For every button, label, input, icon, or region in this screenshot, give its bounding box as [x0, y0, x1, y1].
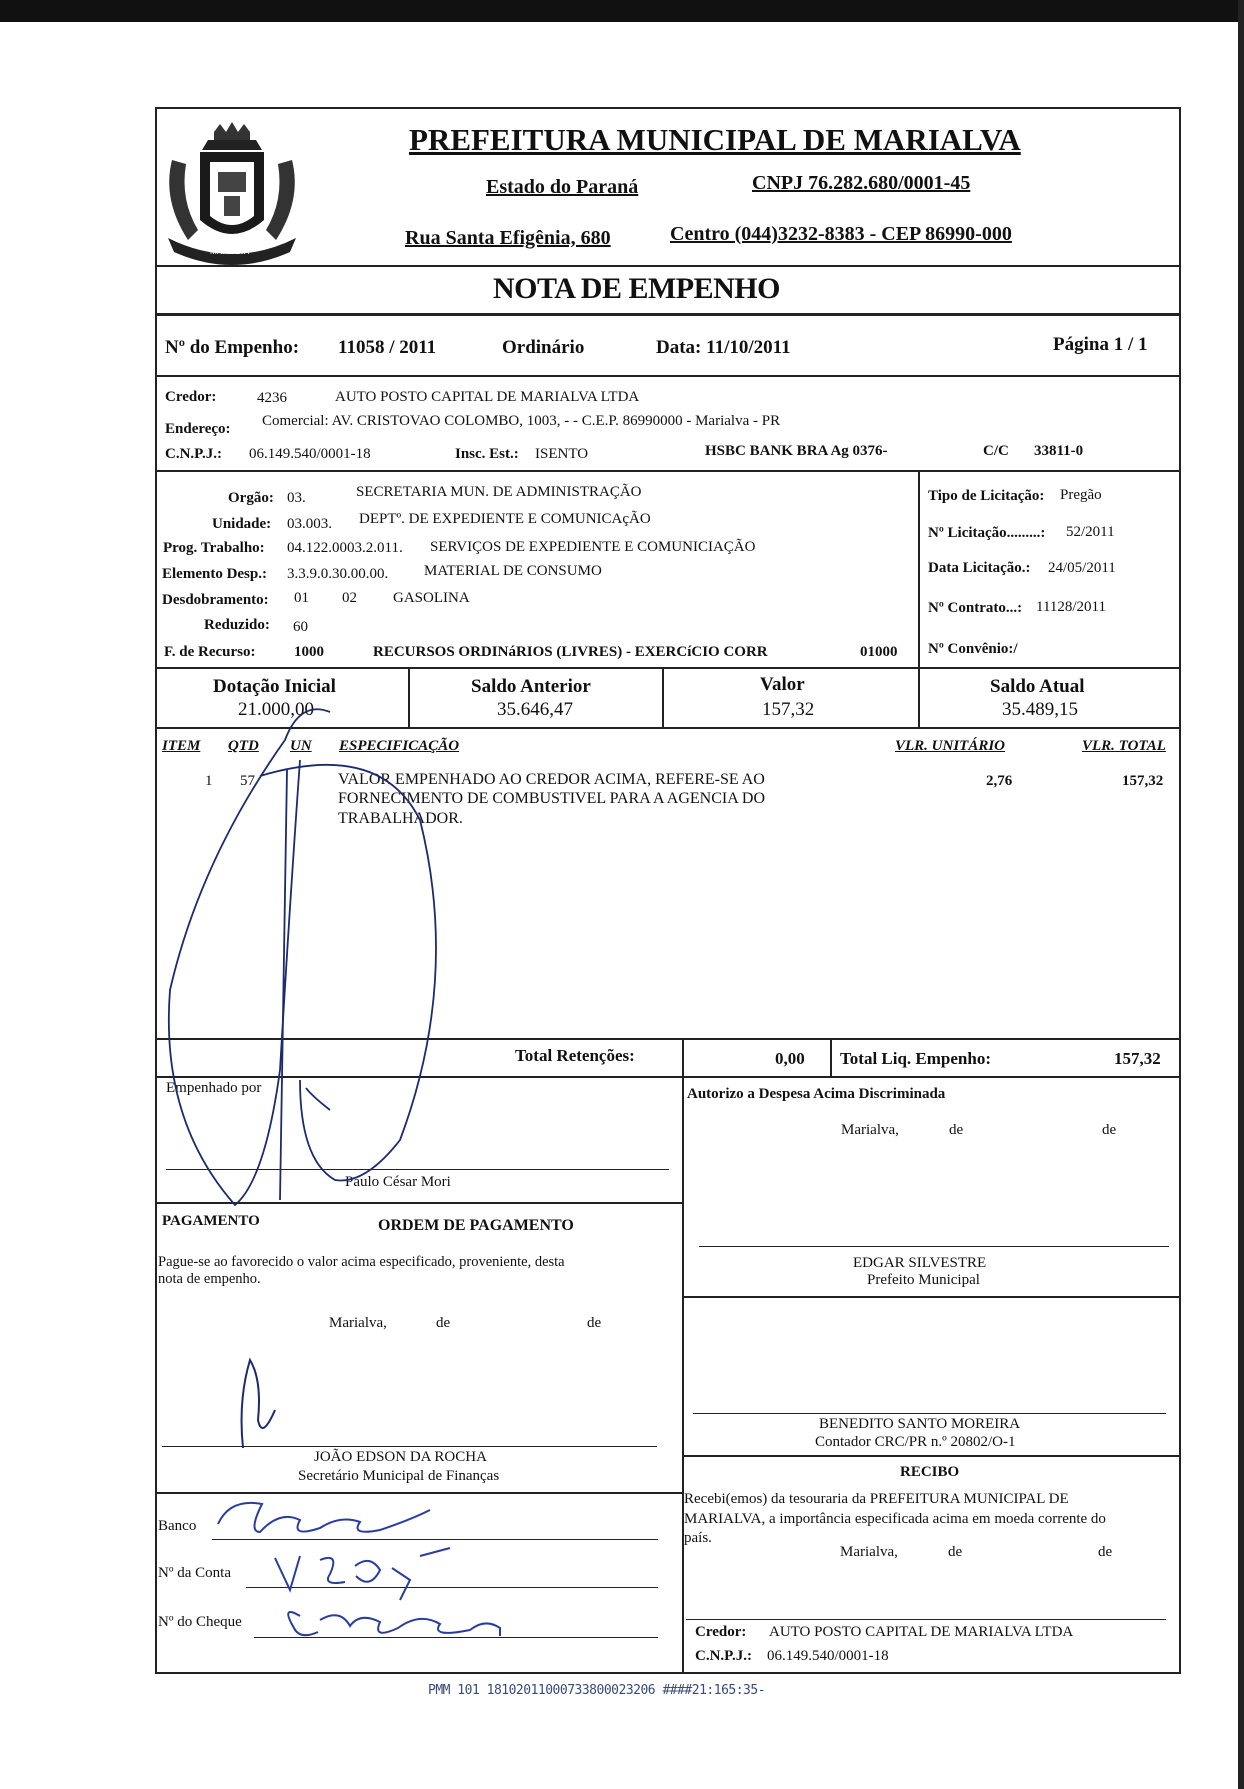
fonte-code: 1000 — [294, 644, 324, 660]
elem-desc: MATERIAL DE CONSUMO — [424, 563, 602, 579]
prefeito-name: EDGAR SILVESTRE — [853, 1255, 987, 1271]
conta-handwriting — [275, 1548, 450, 1600]
insc-label: Insc. Est.: — [455, 446, 519, 462]
empenho-number: 11058 / 2011 — [338, 337, 437, 358]
recibo-line3: país. — [684, 1530, 712, 1546]
retencoes-label: Total Retenções: — [515, 1046, 635, 1065]
num-licitacao-label: Nº Licitação.........: — [928, 525, 1046, 541]
col-qtd: QTD — [228, 738, 259, 754]
large-ink-loop — [169, 709, 330, 1205]
col-total: VLR. TOTAL — [1082, 738, 1166, 754]
cc-value: 33811-0 — [1034, 443, 1084, 459]
page-number: Página 1 / 1 — [1053, 334, 1148, 355]
saldo-atual-value: 35.489,15 — [1002, 699, 1078, 720]
insc-value: ISENTO — [535, 446, 589, 462]
row-item: 1 — [205, 773, 213, 789]
recibo-cnpj-label: C.N.P.J.: — [695, 1648, 752, 1664]
pagamento-city: Marialva, — [329, 1315, 387, 1331]
row-qtd: 57 — [240, 773, 255, 789]
desd-a: 01 — [294, 590, 309, 606]
tipo-licitacao-label: Tipo de Licitação: — [928, 488, 1045, 504]
pagamento-label: PAGAMENTO — [162, 1213, 260, 1229]
pagamento-de1: de — [436, 1315, 451, 1331]
recibo-line2: MARIALVA, a importância especificada acima em moeda corrente do — [684, 1511, 1106, 1527]
autorizo-de2: de — [1102, 1122, 1117, 1138]
tipo-licitacao-value: Pregão — [1060, 487, 1102, 503]
autorizo-label: Autorizo a Despesa Acima Discriminada — [687, 1086, 946, 1102]
footer-code: PMM 101 18102011000733800023206 ####21:165:35- — [428, 1683, 766, 1698]
liq-value: 157,32 — [1114, 1049, 1161, 1068]
row-spec-line1: VALOR EMPENHADO AO CREDOR ACIMA, REFERE-SE AO — [338, 771, 765, 788]
empenho-date: Data: 11/10/2011 — [656, 337, 791, 358]
empenho-type: Ordinário — [502, 337, 585, 358]
pagamento-text2: nota de empenho. — [158, 1271, 261, 1287]
desd-label: Desdobramento: — [162, 592, 269, 608]
recibo-de1: de — [948, 1544, 963, 1560]
col-item: ITEM — [162, 738, 201, 754]
retencoes-value: 0,00 — [775, 1049, 805, 1068]
unidade-code: 03.003. — [287, 516, 332, 532]
unidade-label: Unidade: — [212, 516, 272, 532]
conta-label: Nº da Conta — [158, 1565, 231, 1581]
secretario-signature — [242, 1360, 275, 1448]
credor-address: Comercial: AV. CRISTOVAO COLOMBO, 1003, - - C.E.P. 86990000 - Marialva - PR — [262, 413, 781, 429]
empenho-label: Nº do Empenho: — [165, 337, 300, 358]
valor-label: Valor — [760, 674, 805, 695]
row-spec-line3: TRABALHADOR. — [338, 810, 463, 827]
fonte-num: 01000 — [860, 644, 898, 660]
contrato-value: 11128/2011 — [1036, 599, 1106, 615]
row-total: 157,32 — [1122, 773, 1164, 789]
empenhado-signer: Paulo César Mori — [345, 1174, 451, 1190]
dotacao-value: 21.000,00 — [238, 699, 314, 720]
fonte-label: F. de Recurso: — [164, 644, 256, 660]
pagamento-de2: de — [587, 1315, 602, 1331]
valor-value: 157,32 — [762, 699, 815, 720]
svg-text:MARIALVA: MARIALVA — [210, 247, 250, 256]
elem-label: Elemento Desp.: — [162, 566, 267, 582]
endereco-label: Endereço: — [165, 421, 231, 437]
autorizo-city: Marialva, — [841, 1122, 899, 1138]
recibo-de2: de — [1098, 1544, 1113, 1560]
num-licitacao-value: 52/2011 — [1066, 524, 1115, 540]
saldo-anterior-label: Saldo Anterior — [471, 676, 591, 697]
reduzido-code: 60 — [293, 619, 308, 635]
recibo-cnpj: 06.149.540/0001-18 — [767, 1648, 889, 1664]
header-state: Estado do Paraná — [486, 176, 639, 198]
recibo-title: RECIBO — [900, 1464, 960, 1480]
banco-handwriting — [218, 1503, 430, 1532]
row-unit-price: 2,76 — [986, 773, 1013, 789]
cheque-handwriting — [288, 1612, 500, 1636]
recibo-credor: AUTO POSTO CAPITAL DE MARIALVA LTDA — [769, 1624, 1074, 1640]
desd-b: 02 — [342, 590, 357, 606]
prefeito-role: Prefeito Municipal — [867, 1272, 980, 1288]
credor-cnpj: 06.149.540/0001-18 — [249, 446, 371, 462]
bank-info: HSBC BANK BRA Ag 0376- — [705, 443, 888, 459]
contador-role: Contador CRC/PR n.º 20802/O-1 — [815, 1434, 1016, 1450]
reduzido-label: Reduzido: — [204, 617, 270, 633]
cc-label: C/C — [983, 443, 1009, 459]
doc-title: NOTA DE EMPENHO — [493, 272, 780, 305]
header-street: Rua Santa Efigênia, 680 — [405, 227, 611, 249]
saldo-anterior-value: 35.646,47 — [497, 699, 573, 720]
banco-label: Banco — [158, 1518, 197, 1534]
recibo-line1: Recebi(emos) da tesouraria da PREFEITURA MUNICIPAL DE — [684, 1491, 1069, 1507]
prog-label: Prog. Trabalho: — [163, 540, 265, 556]
recibo-credor-label: Credor: — [695, 1624, 747, 1640]
data-licitacao-value: 24/05/2011 — [1048, 560, 1116, 576]
credor-label: Credor: — [165, 389, 217, 405]
elem-code: 3.3.9.0.30.00.00. — [287, 566, 389, 582]
empenhado-label: Empenhado por — [166, 1080, 262, 1096]
secretario-name: JOÃO EDSON DA ROCHA — [314, 1449, 487, 1465]
row-spec-line2: FORNECIMENTO DE COMBUSTIVEL PARA A AGENCIA DO — [338, 790, 766, 807]
secretario-role: Secretário Municipal de Finanças — [298, 1468, 500, 1484]
header-cnpj: CNPJ 76.282.680/0001-45 — [752, 172, 971, 194]
liq-label: Total Liq. Empenho: — [840, 1049, 991, 1068]
col-un: UN — [290, 738, 312, 754]
prog-code: 04.122.0003.2.011. — [287, 540, 403, 556]
saldo-atual-label: Saldo Atual — [990, 676, 1085, 697]
desd-desc: GASOLINA — [393, 590, 470, 606]
orgao-desc: SECRETARIA MUN. DE ADMINISTRAÇÃO — [356, 484, 642, 500]
credor-code: 4236 — [257, 390, 287, 406]
pagamento-text1: Pague-se ao favorecido o valor acima especificado, proveniente, desta — [158, 1254, 565, 1270]
dotacao-label: Dotação Inicial — [213, 676, 336, 697]
credor-cnpj-label: C.N.P.J.: — [165, 446, 222, 462]
contrato-label: Nº Contrato...: — [928, 600, 1023, 616]
header-address: Centro (044)3232-8383 - CEP 86990-000 — [670, 223, 1012, 245]
orgao-code: 03. — [287, 490, 306, 506]
convenio-label: Nº Convênio:/ — [928, 641, 1018, 657]
ordem-pagamento-title: ORDEM DE PAGAMENTO — [378, 1217, 574, 1234]
contador-name: BENEDITO SANTO MOREIRA — [819, 1416, 1021, 1432]
header-title: PREFEITURA MUNICIPAL DE MARIALVA — [409, 122, 1021, 157]
credor-name: AUTO POSTO CAPITAL DE MARIALVA LTDA — [335, 389, 640, 405]
unidade-desc: DEPTº. DE EXPEDIENTE E COMUNICAçÃO — [359, 511, 651, 527]
fonte-desc: RECURSOS ORDINáRIOS (LIVRES) - EXERCíCIO CORR — [373, 644, 768, 660]
col-spec: ESPECIFICAÇÃO — [339, 738, 460, 754]
col-unit-price: VLR. UNITÁRIO — [895, 738, 1006, 754]
cheque-label: Nº do Cheque — [158, 1614, 242, 1630]
autorizo-de1: de — [949, 1122, 964, 1138]
data-licitacao-label: Data Licitação.: — [928, 560, 1031, 576]
recibo-city: Marialva, — [840, 1544, 898, 1560]
orgao-label: Orgão: — [228, 490, 274, 506]
ink-hook — [306, 1088, 330, 1110]
prog-desc: SERVIÇOS DE EXPEDIENTE E COMUNICIAÇÃO — [430, 539, 756, 555]
